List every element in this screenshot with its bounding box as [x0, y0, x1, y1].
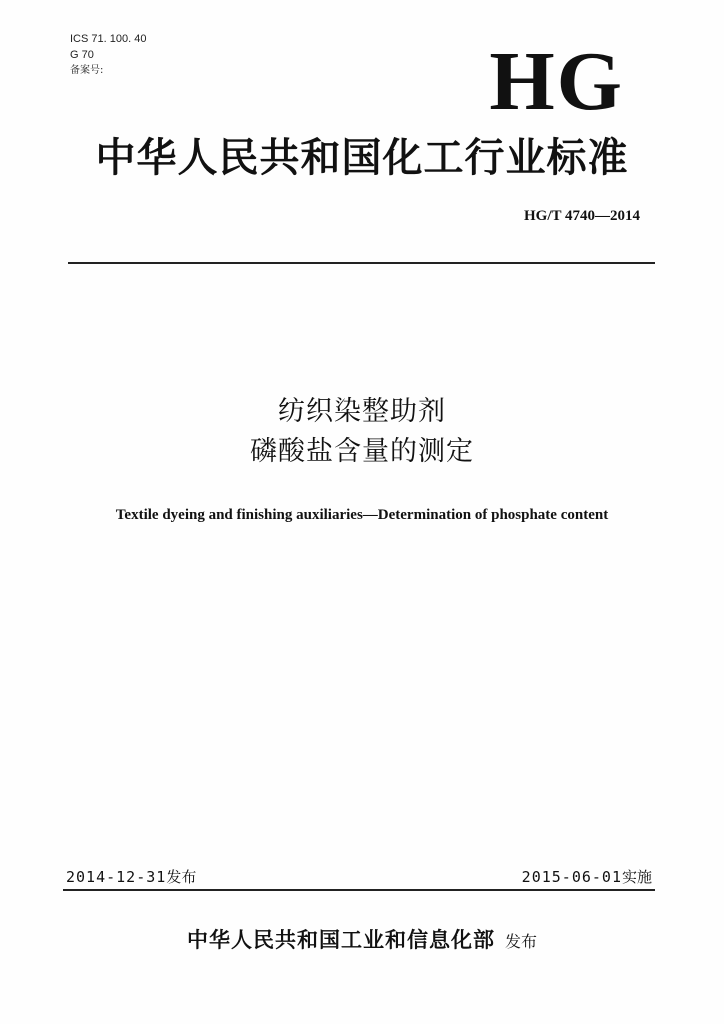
top-divider: [68, 262, 655, 264]
title-en: Textile dyeing and finishing auxiliaries—Determination of phosphate content: [115, 507, 609, 523]
issue-date: 2014-12-31: [66, 868, 167, 886]
issue-date-block: [66, 870, 196, 885]
implementation-label: 实施: [621, 868, 652, 886]
ics-code: ICS 71. 100. 40: [70, 33, 147, 45]
standard-number: HG/T 4740—2014: [524, 208, 640, 224]
issue-label: 发布: [166, 868, 197, 886]
publisher-line: [0, 929, 724, 950]
bottom-divider: [63, 889, 655, 891]
publisher-name: 中华人民共和国工业和信息化部: [186, 927, 495, 952]
ccs-code: G 70: [70, 49, 94, 61]
implementation-date: 2015-06-01: [521, 868, 622, 886]
record-number-label: 备案号:: [70, 65, 104, 76]
standard-class-title: 中华人民共和国化工行业标准: [95, 134, 629, 181]
publisher-suffix: 发布: [504, 932, 537, 951]
title-cn-line1: 纺织染整助剂: [278, 396, 446, 427]
implementation-date-block: [522, 870, 652, 885]
title-cn-line2: 磷酸盐含量的测定: [250, 436, 474, 467]
hg-logo: HG: [489, 35, 624, 128]
